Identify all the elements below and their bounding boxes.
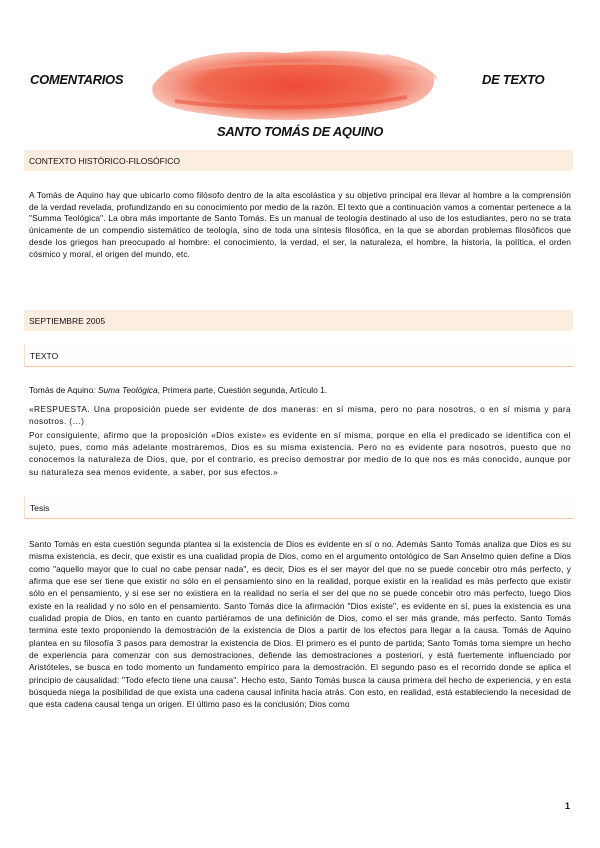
citation-details: , Primera parte, Cuestión segunda, Artículo 1.: [157, 385, 328, 395]
brush-splash-decoration: [145, 45, 440, 123]
tesis-paragraph: Santo Tomás en esta cuestión segunda plantea si la existencia de Dios es evidente en sí o no. Además Santo Tomás analiza que Dios es su misma existencia, es decir, que existir es una cualidad propia de Dios, como en el argumento ontológico de San Anselmo quien define a Dios como "aquello mayor que lo cual no cabe pensar nada", es decir, Dios es el ser mayor del que no se puede concebir otro más perfecto, y afirma que ese ser tiene que existir no sólo en el pensamiento sino en la realidad, porque existir en la realidad es más perfecto que existir sólo en el pensamiento, y si ese ser no existiera en la realidad no sería el ser del que no se puede concebir otro más perfecto, luego Dios existe en la realidad y no sólo en el pensamiento. Santo Tomás dice la afirmación "Dios existe", es evidente en sí, pues la existencia es una cualidad propia de Dios, en tanto en cuanto partiéramos de una definición de Dios, como el ser más grande, más perfecto. Santo Tomás termina este texto proponiendo la demostración de la existencia de Dios a partir de los efectos para llegar a la causa. Tomás de Aquino plantea en su filosofía 3 pasos para demostrar la existencia de Dios. El primero es el punto de partida; Santo Tomás toma siempre un hecho de experiencia para comenzar con sus demostraciones, defiende las demostraciones a posteriori, y está fuertemente influenciado por Aristóteles, se busca en todo momento un fundamento empírico para la demostración. El segundo paso es el recorrido donde se aplica el principio de causalidad: "Todo efecto tiene una causa". Hecho esto, Santo Tomás busca la causa primera del hecho de experiencia, y en esta búsqueda niega la posibilidad de que exista una cadena causal infinita hacia atrás. Con esto, en realidad, está estableciendo la necesidad de que esta cadena causal tenga un origen. El último paso es la conclusión; Dios como: [29, 539, 571, 710]
header-right-word: DE TEXTO: [482, 72, 545, 87]
citation-author: Tomás de Aquino: [29, 385, 94, 395]
date-heading: SEPTIEMBRE 2005: [24, 310, 573, 331]
texto-heading: TEXTO: [24, 345, 573, 367]
context-paragraph: A Tomás de Aquino hay que ubicarlo como filósofo dentro de la alta escolástica y su objetivo principal era llevar al hombre a la comprensión de la verdad revelada, profundizando en su conocimiento por medio de la razón. El texto que a continuación vamos a comentar pertenece a la "Summa Teológica". La obra más importante de Santo Tomás. Es un manual de teología destinado al uso de los estudiantes, pero no se trata únicamente de un compendio sistemático de teología, sino de toda una síntesis filosófica, en la que se abordan problemas filosóficos que desde los griegos han preocupado al hombre: el conocimiento, la verdad, el ser, la naturaleza, el hombre, la historia, la política, el orden cósmico y moral, el origen del mundo, etc.: [29, 190, 571, 259]
quote-paragraph-2: Por consiguiente, afirmo que la proposición «Dios existe» es evidente en sí misma, porque en ella el predicado se identifica con el sujeto, pues, como más adelante mostraremos, Dios es su misma existencia. Pero no es evidente para nosotros, puesto que no conocemos la naturaleza de Dios, que, por el contrario, es preciso demostrar por medio de lo que nos es más conocido, aunque por su naturaleza sea menos evidente, a saber, por sus efectos.»: [29, 430, 571, 477]
page-number: 1: [564, 801, 570, 811]
citation: [29, 384, 571, 396]
tesis-heading: Tesis: [24, 497, 573, 519]
header-left-word: COMENTARIOS: [30, 72, 124, 87]
quote-paragraph-1: «RESPUESTA. Una proposición puede ser evidente de dos maneras: en sí misma, pero no para nosotros, o en sí misma y para nosotros. (…): [29, 404, 571, 427]
page-title: SANTO TOMÁS DE AQUINO: [216, 124, 384, 139]
citation-work: : Suma Teológica: [93, 385, 158, 395]
context-heading: CONTEXTO HISTÓRICO-FILOSÓFICO: [24, 150, 573, 171]
